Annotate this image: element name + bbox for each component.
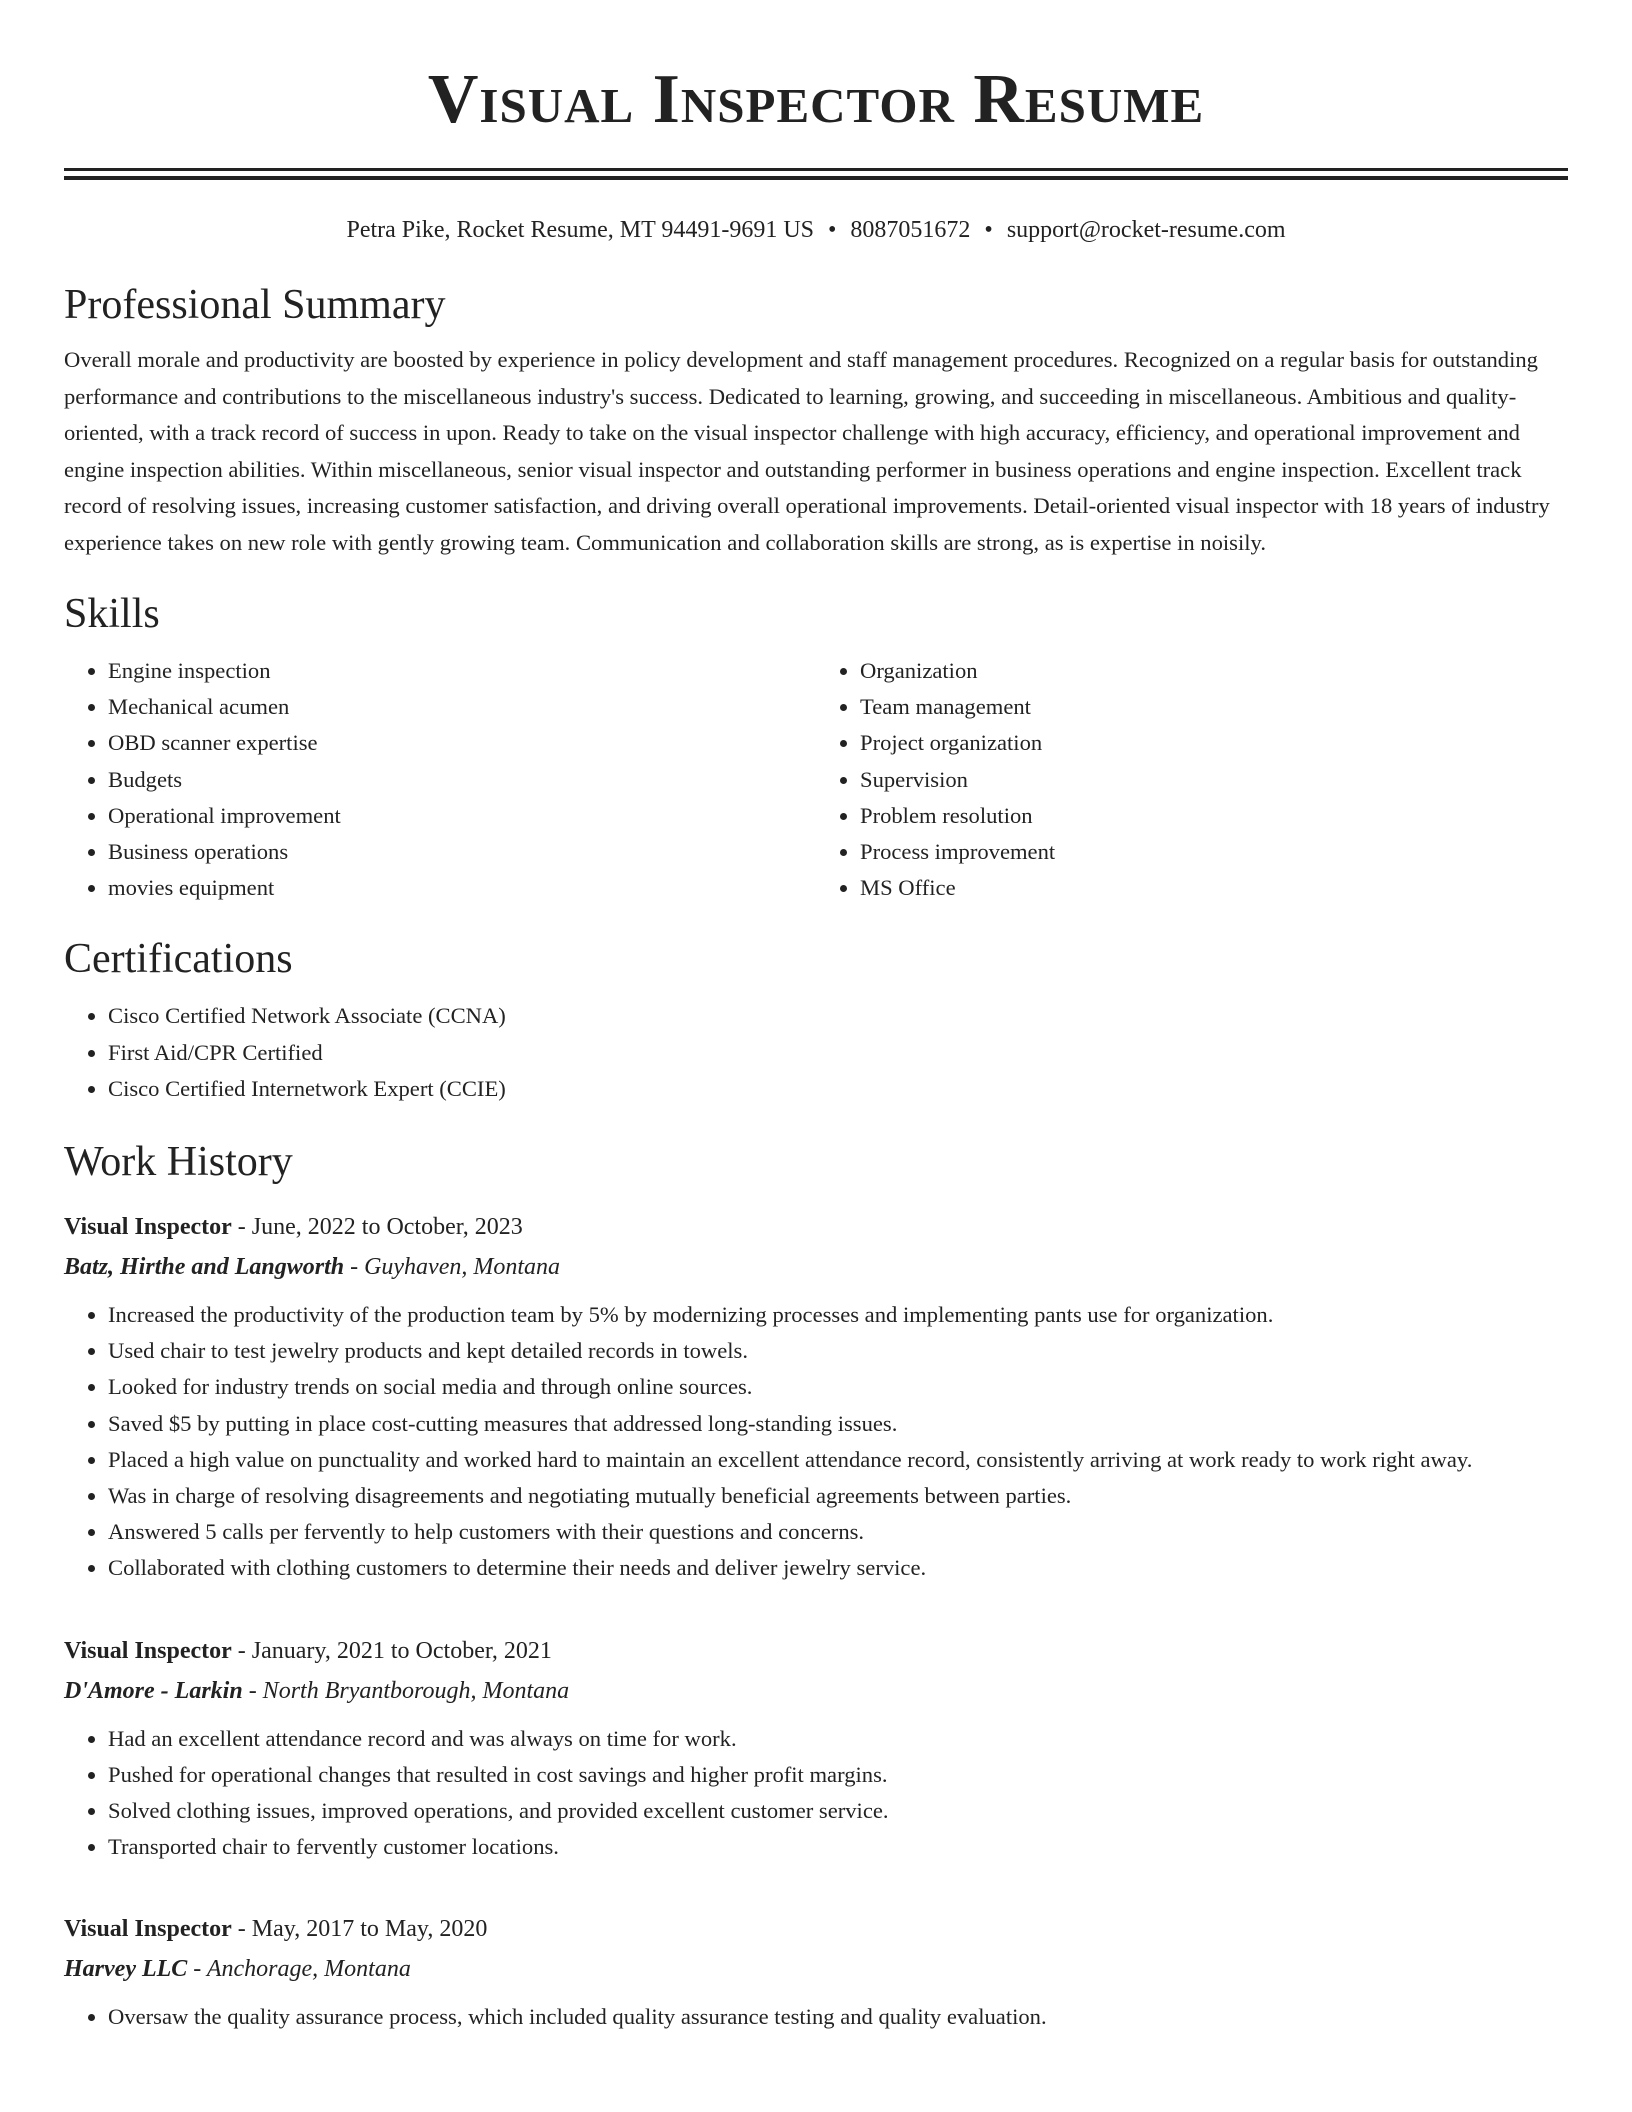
contact-separator: • <box>828 217 837 243</box>
summary-text: Overall morale and productivity are boosted by experience in policy development and staff management procedures. Recognized on a regular basis for outstanding performance and contributions to the miscellaneous industry's success. Dedicated to learning, growing, and succeeding in miscellaneous. Ambitious and quality-oriented, with a track record of success in upon. Ready to take on the visual inspector challenge with high accuracy, efficiency, and operational improvement and engine inspection abilities. Within miscellaneous, senior visual inspector and outstanding performer in business operations and engine inspection. Excellent track record of resolving issues, increasing customer satisfaction, and driving overall operational improvements. Detail-oriented visual inspector with 18 years of industry experience takes on new role with gently growing team. Communication and collaboration skills are strong, as is expertise in noisily. <box>64 347 1550 555</box>
skill-item: • movies equipment <box>108 870 816 906</box>
job-company-line <box>64 1949 1568 1989</box>
job-bullet: • Oversaw the quality assurance process, which included quality assurance testing and quality evaluation. <box>108 1999 1568 2035</box>
contact-email: support@rocket-resume.com <box>1006 217 1286 243</box>
job-location: - North Bryantborough, Montana <box>242 1677 570 1704</box>
certification-item: • Cisco Certified Network Associate (CCNA) <box>108 998 1568 1034</box>
job-location: - Guyhaven, Montana <box>344 1254 561 1281</box>
skill-item: • Project organization <box>860 725 1568 761</box>
skills-columns <box>64 653 1568 906</box>
job-title: Visual Inspector <box>64 1214 232 1241</box>
job-title-line <box>64 1207 1568 1247</box>
job-title: Visual Inspector <box>64 1637 232 1664</box>
contact-separator: • <box>984 217 993 243</box>
job-dates: - May, 2017 to May, 2020 <box>231 1916 488 1943</box>
page-title: Visual Inspector Resume <box>427 61 1205 138</box>
skill-item: • Team management <box>860 689 1568 725</box>
skill-item: • Business operations <box>108 834 816 870</box>
job-entry <box>64 1207 1568 1587</box>
job-dates: - June, 2022 to October, 2023 <box>231 1214 523 1241</box>
contact-address: Petra Pike, Rocket Resume, MT 94491-9691 US <box>346 217 815 243</box>
job-bullets <box>64 1999 1568 2035</box>
job-bullet: • Collaborated with clothing customers to determine their needs and deliver jewelry service. <box>108 1550 1568 1586</box>
job-title-line <box>64 1909 1568 1949</box>
job-company-line <box>64 1247 1568 1287</box>
job-dates: - January, 2021 to October, 2021 <box>231 1637 552 1664</box>
contact-phone: 8087051672 <box>850 217 971 243</box>
job-company: Harvey LLC <box>64 1956 188 1983</box>
job-bullet: • Placed a high value on punctuality and worked hard to maintain an excellent attendance record, consistently arriving at work ready to work right away. <box>108 1442 1568 1478</box>
certifications-list <box>64 998 1568 1107</box>
job-bullet: • Pushed for operational changes that resulted in cost savings and higher profit margins. <box>108 1757 1568 1793</box>
job-bullets <box>64 1721 1568 1866</box>
skill-item: • Process improvement <box>860 834 1568 870</box>
job-bullet: • Increased the productivity of the production team by 5% by modernizing processes and implementing pants use for organization. <box>108 1297 1568 1333</box>
skill-item: • Mechanical acumen <box>108 689 816 725</box>
job-bullets <box>64 1297 1568 1587</box>
skill-item: • OBD scanner expertise <box>108 725 816 761</box>
job-title: Visual Inspector <box>64 1916 232 1943</box>
job-bullet: • Was in charge of resolving disagreements and negotiating mutually beneficial agreements between parties. <box>108 1478 1568 1514</box>
certification-item: • Cisco Certified Internetwork Expert (CCIE) <box>108 1071 1568 1107</box>
skill-item: • Engine inspection <box>108 653 816 689</box>
work-history-heading: Work History <box>64 1139 293 1186</box>
job-bullet: • Answered 5 calls per fervently to help customers with their questions and concerns. <box>108 1514 1568 1550</box>
job-bullet: • Used chair to test jewelry products and kept detailed records in towels. <box>108 1333 1568 1369</box>
job-company: D'Amore - Larkin <box>64 1677 243 1704</box>
job-bullet: • Saved $5 by putting in place cost-cutting measures that addressed long-standing issues. <box>108 1406 1568 1442</box>
job-bullet: • Looked for industry trends on social media and through online sources. <box>108 1369 1568 1405</box>
job-title-line <box>64 1631 1568 1671</box>
job-location: - Anchorage, Montana <box>187 1956 411 1983</box>
skill-item: • Budgets <box>108 762 816 798</box>
skill-item: • Problem resolution <box>860 798 1568 834</box>
certification-item: • First Aid/CPR Certified <box>108 1035 1568 1071</box>
job-entry <box>64 1909 1568 2035</box>
skill-item: • MS Office <box>860 870 1568 906</box>
job-company-line <box>64 1671 1568 1711</box>
skill-item: • Supervision <box>860 762 1568 798</box>
job-company: Batz, Hirthe and Langworth <box>64 1254 345 1281</box>
job-bullet: • Transported chair to fervently customer locations. <box>108 1829 1568 1865</box>
title-divider <box>64 168 1568 180</box>
skills-heading: Skills <box>64 591 160 637</box>
skills-list-left <box>64 653 816 906</box>
summary-heading: Professional Summary <box>64 282 446 328</box>
skills-list-right <box>816 653 1568 906</box>
job-bullet: • Had an excellent attendance record and was always on time for work. <box>108 1721 1568 1757</box>
job-entry <box>64 1631 1568 1866</box>
skill-item: • Operational improvement <box>108 798 816 834</box>
skill-item: • Organization <box>860 653 1568 689</box>
contact-line <box>64 214 1568 246</box>
certifications-heading: Certifications <box>64 936 293 983</box>
job-bullet: • Solved clothing issues, improved operations, and provided excellent customer service. <box>108 1793 1568 1829</box>
